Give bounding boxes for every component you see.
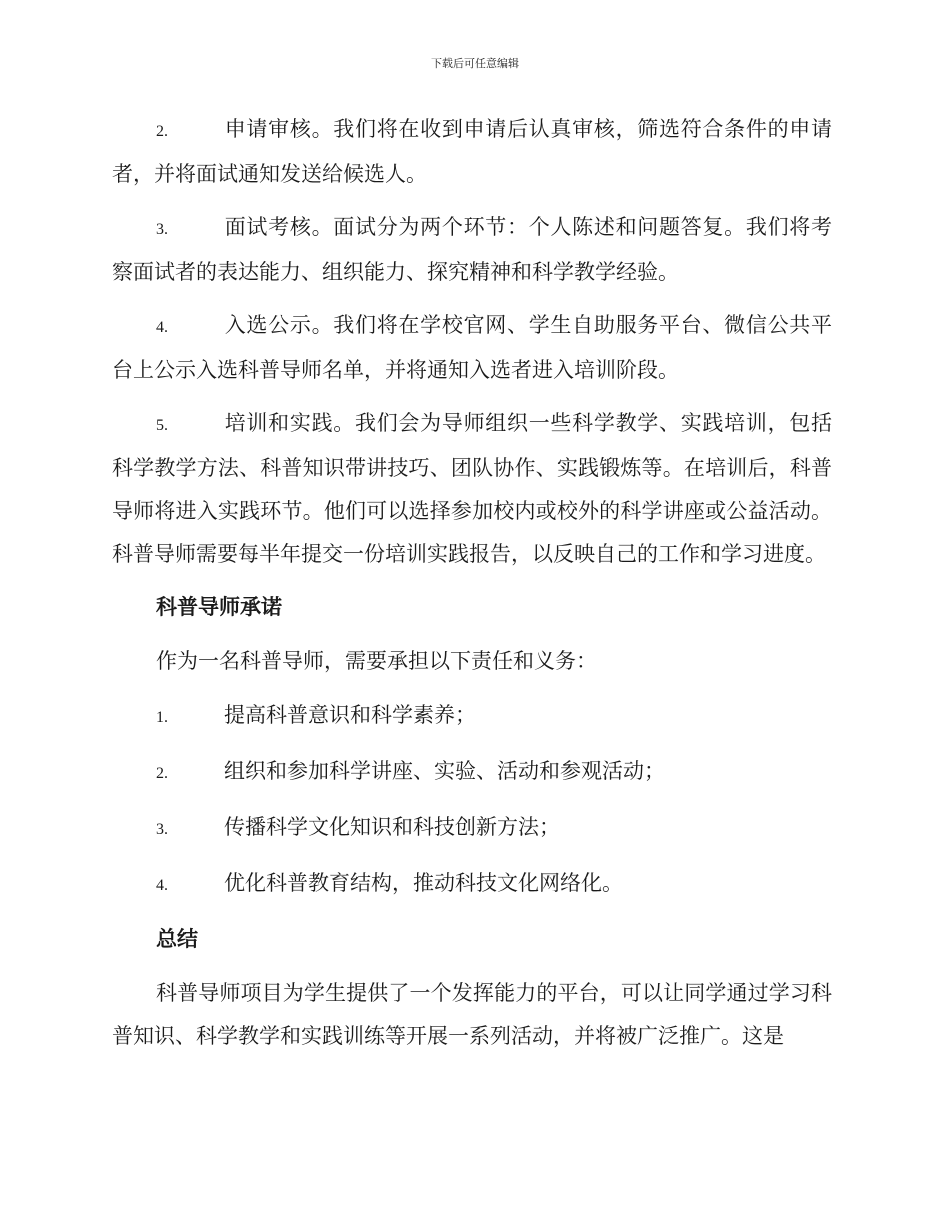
commitment-intro: 作为一名科普导师，需要承担以下责任和义务： (156, 649, 597, 673)
summary-text: 科普导师项目为学生提供了一个发挥能力的平台，可以让同学通过学习科普知识、科学教学和实践训练等开展一系列活动，并将被广泛推广。这是 (112, 981, 832, 1048)
commitment-text: 优化科普教育结构，推动科技文化网络化。 (224, 871, 623, 895)
step-item (112, 402, 832, 576)
commitment-item (112, 694, 832, 739)
commitment-number: 2. (156, 765, 168, 782)
commitment-item (112, 750, 832, 795)
step-item (112, 304, 832, 392)
step-text: 面试考核。面试分为两个环节：个人陈述和问题答复。我们将考察面试者的表达能力、组织能力、探究精神和科学教学经验。 (112, 215, 832, 284)
commitment-text: 组织和参加科学讲座、实验、活动和参观活动； (224, 759, 665, 783)
commitment-item (112, 806, 832, 851)
step-number: 3. (156, 221, 168, 238)
commitment-heading: 科普导师承诺 (156, 595, 282, 619)
commitment-number: 3. (156, 821, 168, 838)
commitment-text: 传播科学文化知识和科技创新方法； (224, 815, 560, 839)
step-number: 2. (156, 123, 168, 140)
step-number: 4. (156, 319, 168, 336)
step-text: 申请审核。我们将在收到申请后认真审核，筛选符合条件的申请者，并将面试通知发送给候选人。 (112, 117, 832, 186)
step-number: 5. (156, 417, 168, 434)
page-header: 下载后可任意编辑 (431, 57, 519, 70)
step-item (112, 206, 832, 294)
commitment-text: 提高科普意识和科学素养； (224, 703, 476, 727)
step-item (112, 108, 832, 196)
document-body (112, 108, 832, 1069)
summary-heading: 总结 (156, 927, 198, 951)
commitment-number: 4. (156, 877, 168, 894)
step-text: 入选公示。我们将在学校官网、学生自助服务平台、微信公共平台上公示入选科普导师名单，并将通知入选者进入培训阶段。 (112, 313, 832, 382)
commitment-number: 1. (156, 709, 168, 726)
step-text: 培训和实践。我们会为导师组织一些科学教学、实践培训，包括科学教学方法、科普知识带讲技巧、团队协作、实践锻炼等。在培训后，科普导师将进入实践环节。他们可以选择参加校内或校外的科学讲座或公益活动。科普导师需要每半年提交一份培训实践报告，以反映自己的工作和学习进度。 (112, 411, 832, 566)
commitment-item (112, 862, 832, 907)
